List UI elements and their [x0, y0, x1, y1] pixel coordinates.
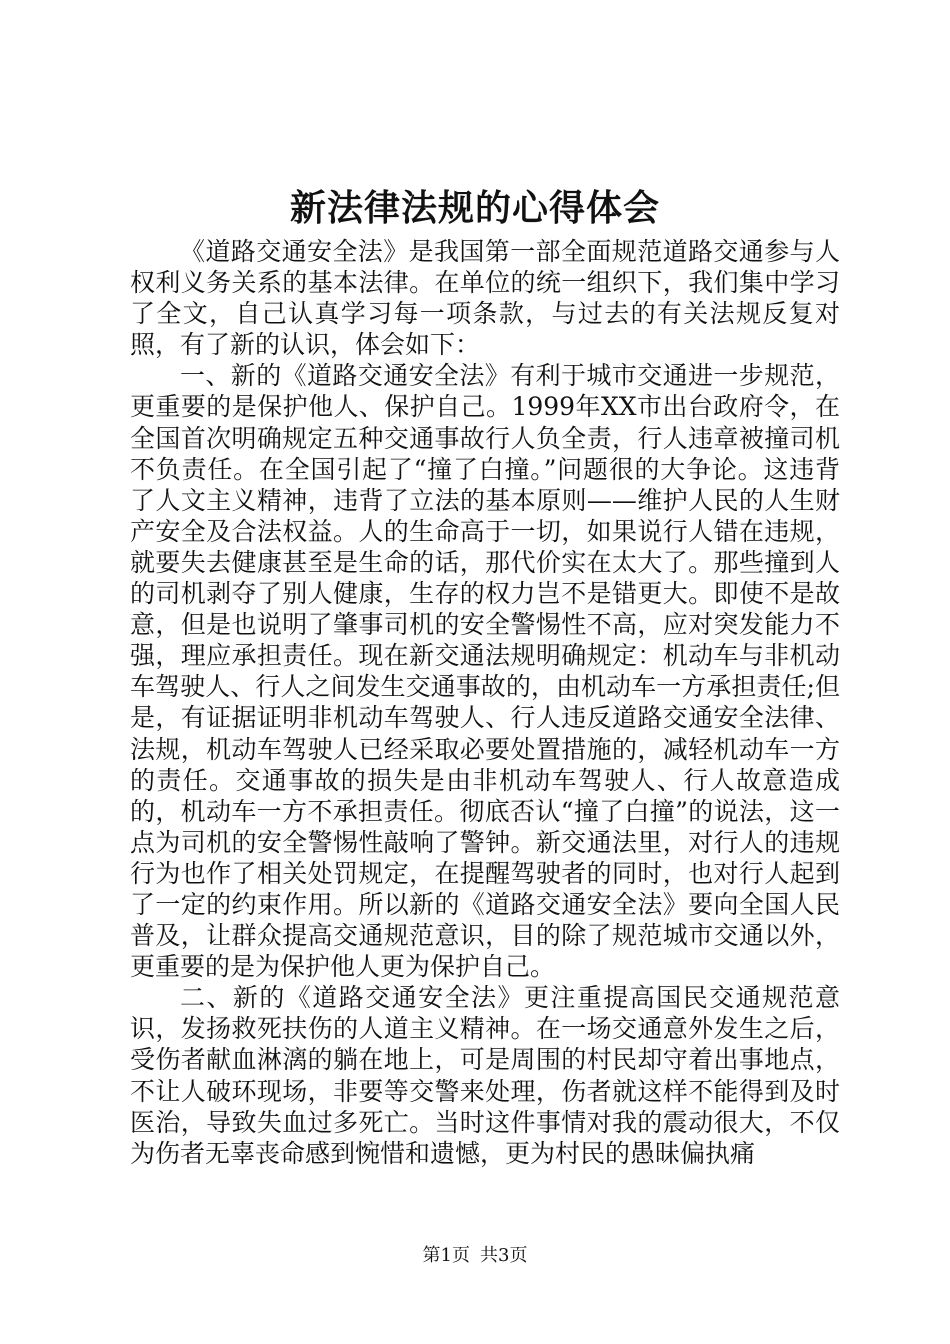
paragraph-point-two: 二、新的《道路交通安全法》更注重提高国民交通规范意识，发扬救死扶伤的人道主义精神。在一场交通意外发生之后，受伤者献血淋漓的躺在地上，可是周围的村民却守着出事地点，不让人破环现场，非要等交警来处理，伤者就这样不能得到及时医治，导致失血过多死亡。当时这件事情对我的震动很大，不仅为伤者无辜丧命感到惋惜和遗憾，更为村民的愚昧偏执痛: [130, 983, 840, 1168]
page-total: 共3页: [480, 1245, 528, 1266]
page-footer: [0, 1244, 950, 1268]
document-body: [130, 236, 840, 1169]
page-number: 第1页: [422, 1245, 470, 1266]
page-title: 新法律法规的心得体会: [289, 187, 660, 229]
paragraph-point-one: 一、新的《道路交通安全法》有利于城市交通进一步规范，更重要的是保护他人、保护自己。1999年XX市出台政府令，在全国首次明确规定五种交通事故行人负全责，行人违章被撞司机不负责任。在全国引起了“撞了白撞。”问题很的大争论。这违背了人文主义精神，违背了立法的基本原则——维护人民的人生财产安全及合法权益。人的生命高于一切，如果说行人错在违规，就要失去健康甚至是生命的话，那代价实在太大了。那些撞到人的司机剥夺了别人健康，生存的权力岂不是错更大。即使不是故意，但是也说明了肇事司机的安全警惕性不高，应对突发能力不强，理应承担责任。现在新交通法规明确规定：机动车与非机动车驾驶人、行人之间发生交通事故的，由机动车一方承担责任;但是，有证据证明非机动车驾驶人、行人违反道路交通安全法律、法规，机动车驾驶人已经采取必要处置措施的，减轻机动车一方的责任。交通事故的损失是由非机动车驾驶人、行人故意造成的，机动车一方不承担责任。彻底否认“撞了白撞”的说法，这一点为司机的安全警惕性敲响了警钟。新交通法里，对行人的违规行为也作了相关处罚规定，在提醒驾驶者的同时，也对行人起到了一定的约束作用。所以新的《道路交通安全法》要向全国人民普及，让群众提高交通规范意识，目的除了规范城市交通以外，更重要的是为保护他人更为保护自己。: [130, 361, 840, 982]
paragraph-intro: 《道路交通安全法》是我国第一部全面规范道路交通参与人权利义务关系的基本法律。在单位的统一组织下，我们集中学习了全文，自己认真学习每一项条款，与过去的有关法规反复对照，有了新的认识，体会如下：: [130, 237, 840, 360]
